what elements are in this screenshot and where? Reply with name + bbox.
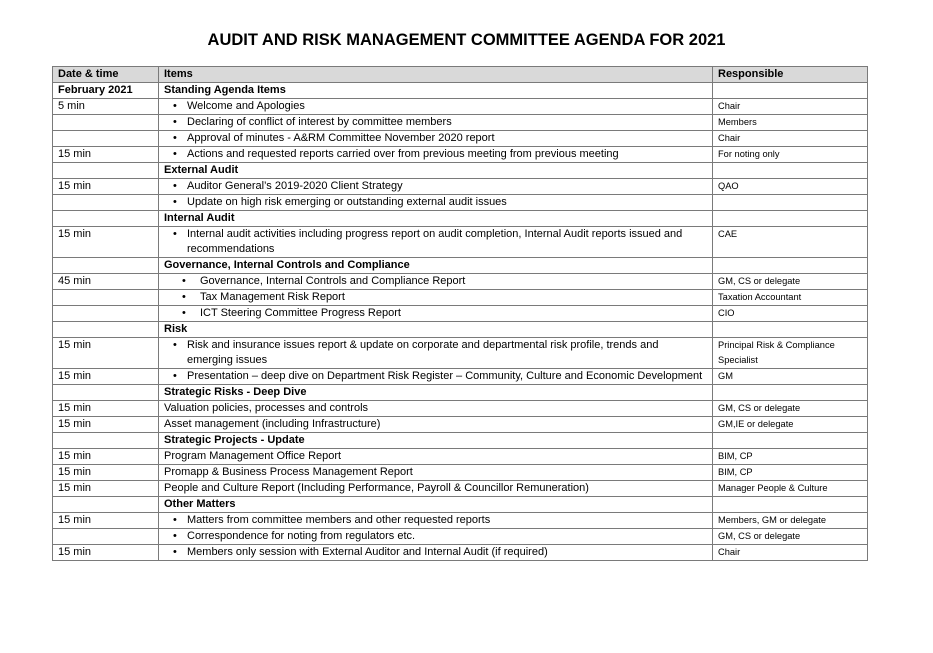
header-responsible: Responsible [713,67,868,83]
responsible-cell: QAO [713,179,868,195]
agenda-item: • Auditor General’s 2019-2020 Client Strategy [164,179,707,194]
agenda-item: • Approval of minutes - A&RM Committee November 2020 report [164,131,707,146]
agenda-item: • Risk and insurance issues report & update on corporate and departmental risk profile, trends and emerging issues [164,338,707,368]
item-cell [159,131,713,147]
table-row [53,401,868,417]
item-cell [159,529,713,545]
responsible-cell: CIO [713,306,868,322]
responsible-cell: CAE [713,227,868,258]
table-row [53,513,868,529]
date-cell: 15 min [53,513,159,529]
item-cell [159,195,713,211]
date-cell [53,306,159,322]
item-cell: People and Culture Report (Including Performance, Payroll & Councillor Remuneration) [159,481,713,497]
item-cell [159,306,713,322]
date-cell: 15 min [53,338,159,369]
responsible-cell: GM, CS or delegate [713,529,868,545]
date-cell: February 2021 [53,83,159,99]
date-cell [53,211,159,227]
item-cell [159,545,713,561]
agenda-item: • Internal audit activities including progress report on audit completion, Internal Audit reports issued and recommendations [164,227,707,257]
table-row [53,545,868,561]
date-cell [53,385,159,401]
agenda-item: • ICT Steering Committee Progress Report [164,306,707,321]
responsible-cell: Members [713,115,868,131]
table-row [53,115,868,131]
date-cell: 15 min [53,147,159,163]
item-cell: Asset management (including Infrastructure) [159,417,713,433]
table-row [53,465,868,481]
responsible-cell [713,433,868,449]
date-cell [53,163,159,179]
date-cell [53,433,159,449]
table-row [53,481,868,497]
date-cell: 15 min [53,401,159,417]
item-cell [159,147,713,163]
responsible-cell [713,211,868,227]
responsible-cell: Taxation Accountant [713,290,868,306]
agenda-item: • Welcome and Apologies [164,99,707,114]
section-heading: Other Matters [159,497,713,513]
date-cell: 15 min [53,449,159,465]
table-row [53,433,868,449]
table-header-row [53,67,868,83]
date-cell: 15 min [53,545,159,561]
responsible-cell [713,195,868,211]
table-row [53,322,868,338]
table-row [53,211,868,227]
agenda-item: • Matters from committee members and other requested reports [164,513,707,528]
date-cell: 15 min [53,481,159,497]
responsible-cell: Principal Risk & Compliance Specialist [713,338,868,369]
section-heading: Internal Audit [159,211,713,227]
item-cell [159,99,713,115]
agenda-item: • Governance, Internal Controls and Compliance Report [164,274,707,289]
item-cell: Promapp & Business Process Management Report [159,465,713,481]
table-row [53,417,868,433]
section-heading: Risk [159,322,713,338]
responsible-cell [713,258,868,274]
table-row [53,497,868,513]
date-cell [53,258,159,274]
table-row [53,195,868,211]
responsible-cell [713,322,868,338]
item-cell [159,115,713,131]
table-row [53,449,868,465]
responsible-cell: Chair [713,545,868,561]
date-cell [53,290,159,306]
section-heading: External Audit [159,163,713,179]
responsible-cell [713,497,868,513]
page-title: AUDIT AND RISK MANAGEMENT COMMITTEE AGENDA FOR 2021 [207,31,726,49]
agenda-item: • Actions and requested reports carried over from previous meeting from previous meeting [164,147,707,162]
table-row [53,131,868,147]
table-row [53,83,868,99]
responsible-cell: BIM, CP [713,465,868,481]
responsible-cell: GM,IE or delegate [713,417,868,433]
table-row [53,274,868,290]
section-heading: Strategic Projects - Update [159,433,713,449]
responsible-cell: Members, GM or delegate [713,513,868,529]
agenda-table [52,66,868,561]
item-cell [159,338,713,369]
agenda-item: • Presentation – deep dive on Department Risk Register – Community, Culture and Economic Development [164,369,707,384]
responsible-cell: Manager People & Culture [713,481,868,497]
item-cell [159,274,713,290]
item-cell: Valuation policies, processes and controls [159,401,713,417]
table-row [53,338,868,369]
responsible-cell: GM [713,369,868,385]
date-cell [53,497,159,513]
date-cell [53,131,159,147]
date-cell: 15 min [53,417,159,433]
date-cell: 15 min [53,179,159,195]
table-row [53,179,868,195]
table-row [53,369,868,385]
item-cell [159,290,713,306]
date-cell: 15 min [53,465,159,481]
section-heading: Standing Agenda Items [159,83,713,99]
table-row [53,163,868,179]
responsible-cell [713,163,868,179]
responsible-cell [713,83,868,99]
item-cell [159,369,713,385]
header-items: Items [159,67,713,83]
item-cell: Program Management Office Report [159,449,713,465]
date-cell [53,529,159,545]
responsible-cell: For noting only [713,147,868,163]
item-cell [159,227,713,258]
table-row [53,529,868,545]
agenda-item: • Members only session with External Auditor and Internal Audit (if required) [164,545,707,560]
table-row [53,385,868,401]
table-row [53,227,868,258]
table-row [53,306,868,322]
date-cell: 15 min [53,227,159,258]
responsible-cell: BIM, CP [713,449,868,465]
section-heading: Governance, Internal Controls and Compliance [159,258,713,274]
date-cell: 5 min [53,99,159,115]
responsible-cell: GM, CS or delegate [713,274,868,290]
date-cell [53,195,159,211]
table-row [53,290,868,306]
date-cell [53,322,159,338]
responsible-cell: Chair [713,99,868,115]
responsible-cell: GM, CS or delegate [713,401,868,417]
agenda-item: • Declaring of conflict of interest by committee members [164,115,707,130]
date-cell: 45 min [53,274,159,290]
item-cell [159,513,713,529]
table-row [53,99,868,115]
table-row [53,147,868,163]
table-row [53,258,868,274]
date-cell: 15 min [53,369,159,385]
item-cell [159,179,713,195]
agenda-item: • Correspondence for noting from regulators etc. [164,529,707,544]
date-cell [53,115,159,131]
agenda-item: • Tax Management Risk Report [164,290,707,305]
section-heading: Strategic Risks - Deep Dive [159,385,713,401]
agenda-item: • Update on high risk emerging or outstanding external audit issues [164,195,707,210]
responsible-cell [713,385,868,401]
header-date: Date & time [53,67,159,83]
responsible-cell: Chair [713,131,868,147]
